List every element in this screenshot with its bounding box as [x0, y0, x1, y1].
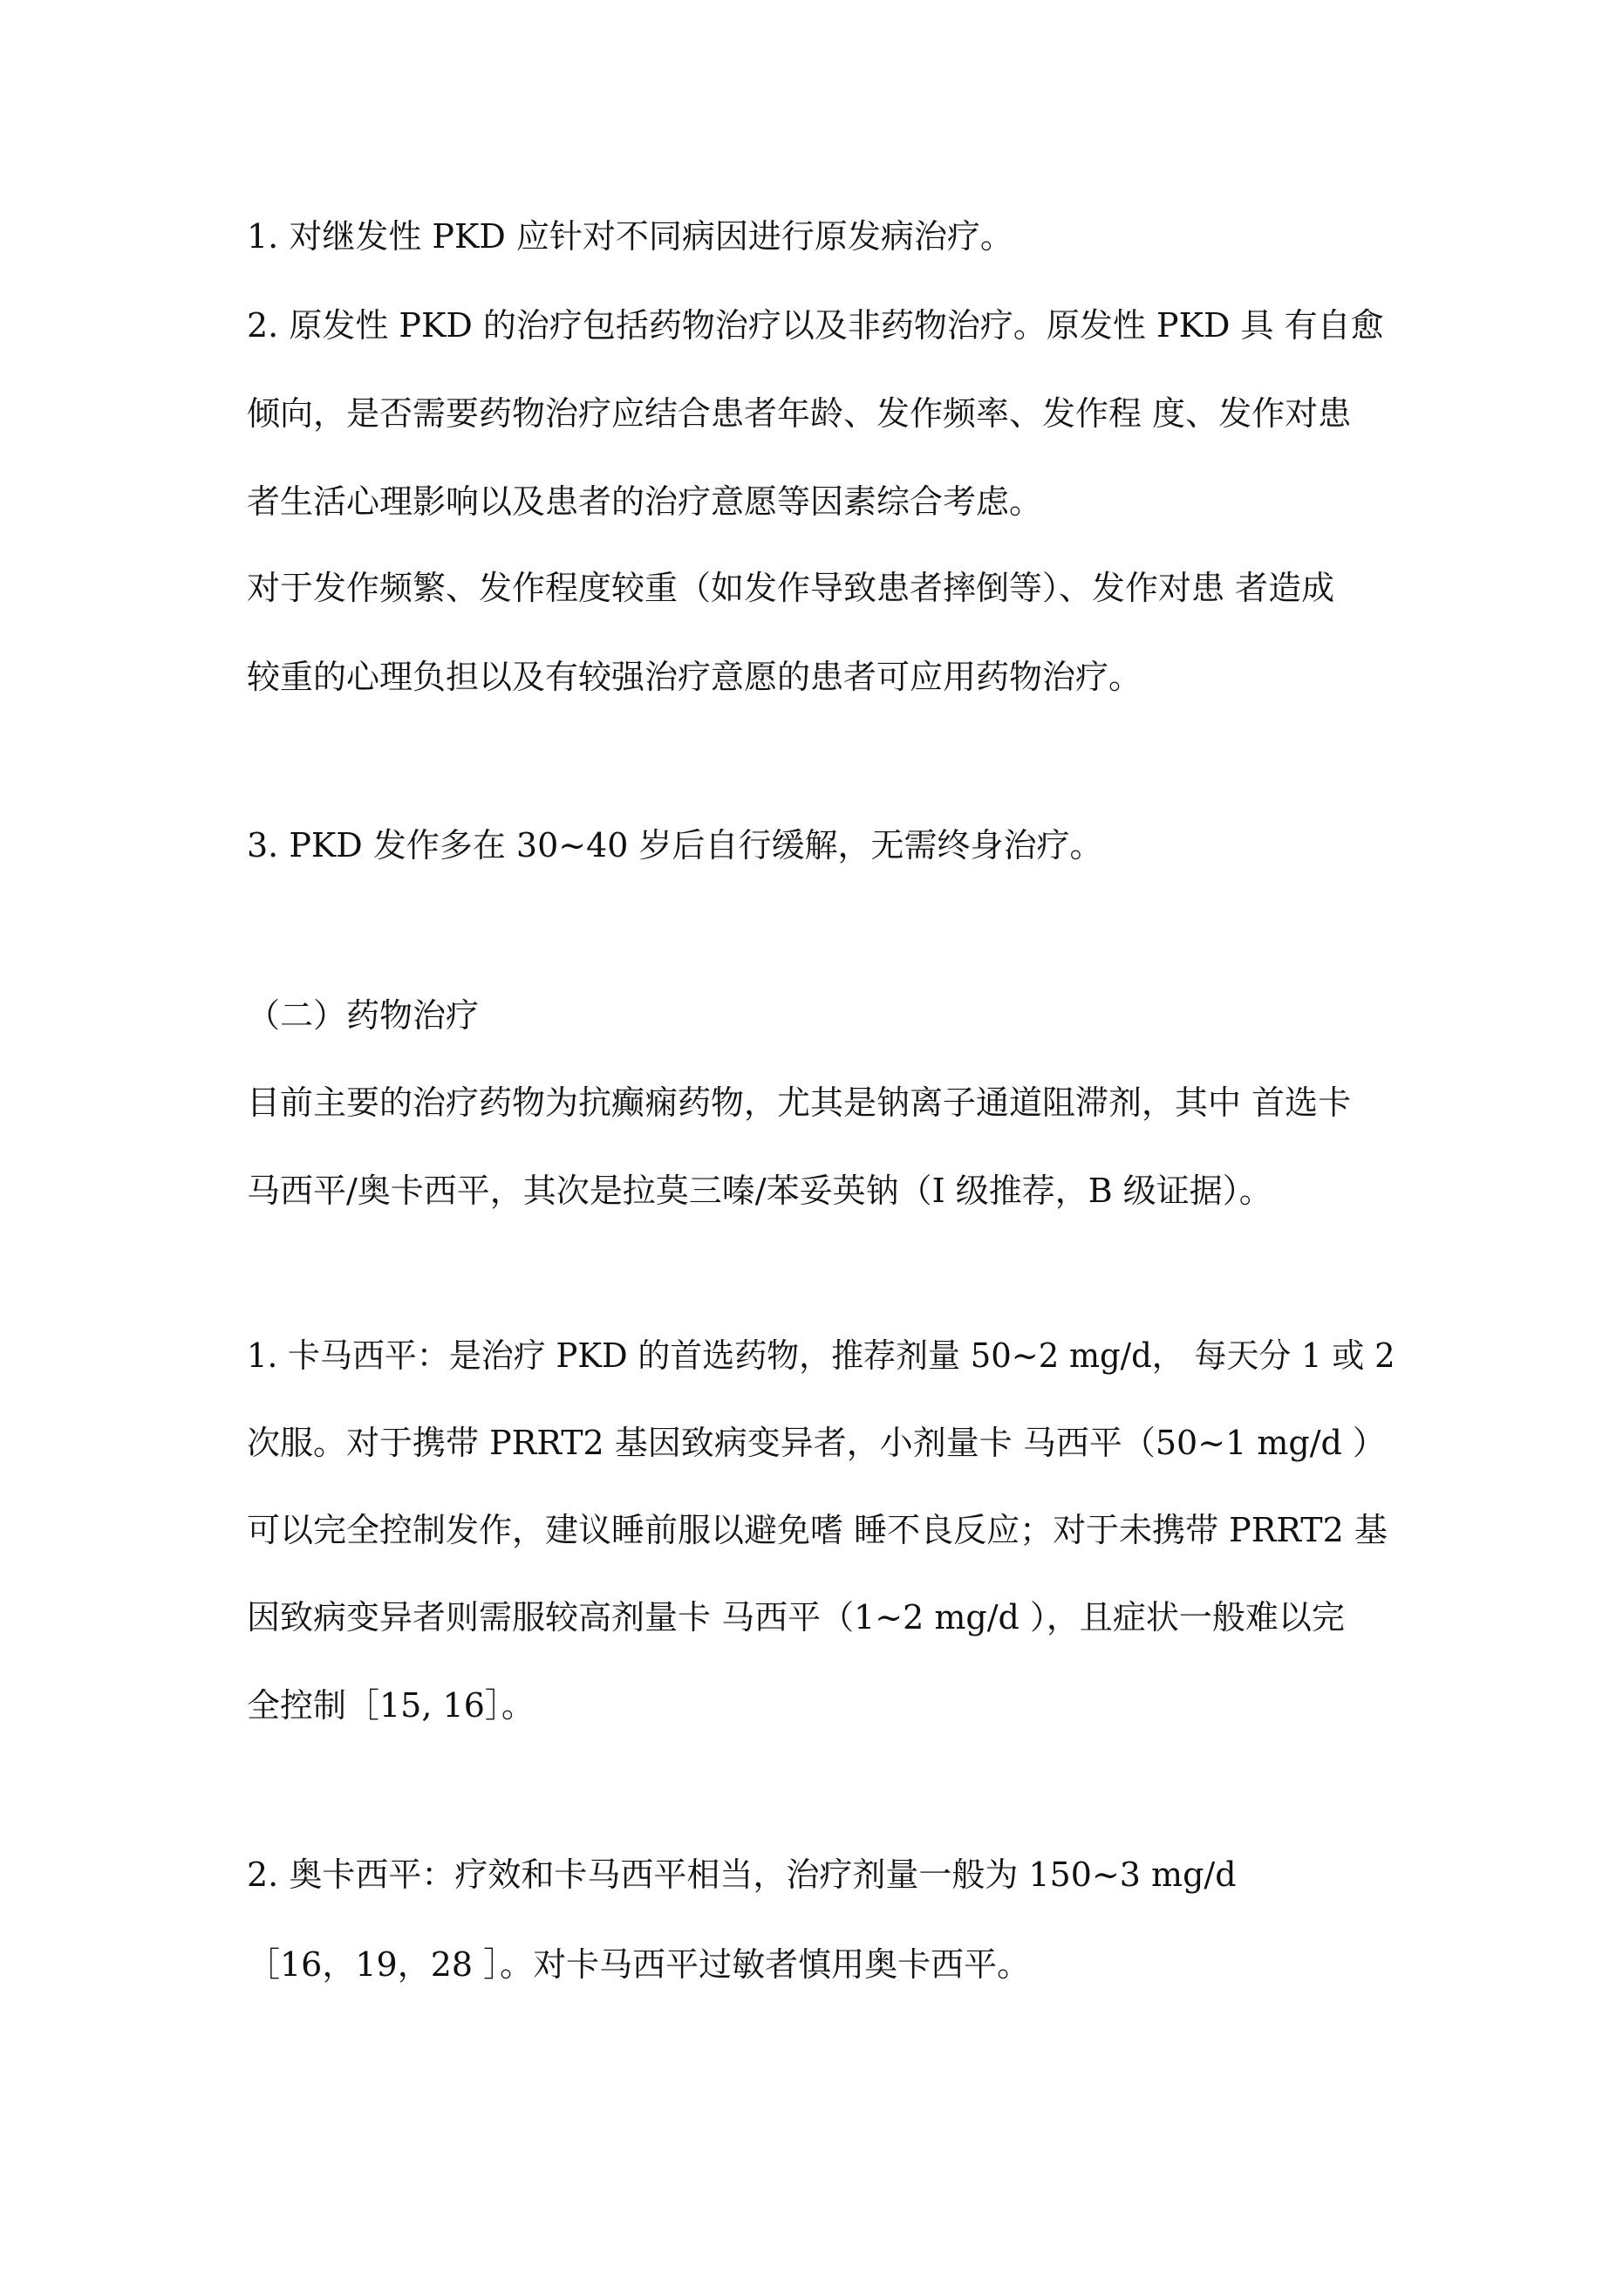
- section-heading: （二）药物治疗: [247, 996, 480, 1035]
- text-line-17: ［16，19，28 ］。对卡马西平过敏者慎用奥卡西平。: [247, 1945, 1031, 1984]
- text-line-1: 1. 对继发性 PKD 应针对不同病因进行原发病治疗。: [247, 217, 1013, 256]
- text-line-9: 目前主要的治疗药物为抗癫痫药物，尤其是钠离子通道阻滞剂，其中 首选卡: [247, 1083, 1352, 1122]
- text-line-10: 马西平/奥卡西平，其次是拉莫三嗪/苯妥英钠（I 级推荐，B 级证据）。: [247, 1172, 1272, 1210]
- text-line-5: 对于发作频繁、发作程度较重（如发作导致患者摔倒等）、发作对患 者造成: [247, 569, 1335, 607]
- text-line-16: 2. 奥卡西平：疗效和卡马西平相当，治疗剂量一般为 150~3 mg/d: [247, 1855, 1237, 1894]
- text-line-7: 3. PKD 发作多在 30~40 岁后自行缓解，无需终身治疗。: [247, 826, 1103, 864]
- text-line-6: 较重的心理负担以及有较强治疗意愿的患者可应用药物治疗。: [247, 658, 1142, 696]
- text-line-13: 可以完全控制发作，建议睡前服以避免嗜 睡不良反应；对于未携带 PRRT2 基: [247, 1511, 1388, 1549]
- text-line-14: 因致病变异者则需服较高剂量卡 马西平（1~2 mg/d ），且症状一般难以完: [247, 1598, 1345, 1637]
- text-line-11: 1. 卡马西平：是治疗 PKD 的首选药物，推荐剂量 50~2 mg/d， 每天分 1 或 2: [247, 1336, 1395, 1375]
- text-line-2: 2. 原发性 PKD 的治疗包括药物治疗以及非药物治疗。原发性 PKD 具 有自愈: [247, 306, 1384, 345]
- text-line-4: 者生活心理影响以及患者的治疗意愿等因素综合考虑。: [247, 482, 1043, 521]
- text-line-15: 全控制［15, 16］。: [247, 1686, 535, 1725]
- text-line-12: 次服。对于携带 PRRT2 基因致病变异者，小剂量卡 马西平（50~1 mg/d ）: [247, 1424, 1386, 1462]
- text-line-3: 倾向，是否需要药物治疗应结合患者年龄、发作频率、发作程 度、发作对患: [247, 394, 1352, 433]
